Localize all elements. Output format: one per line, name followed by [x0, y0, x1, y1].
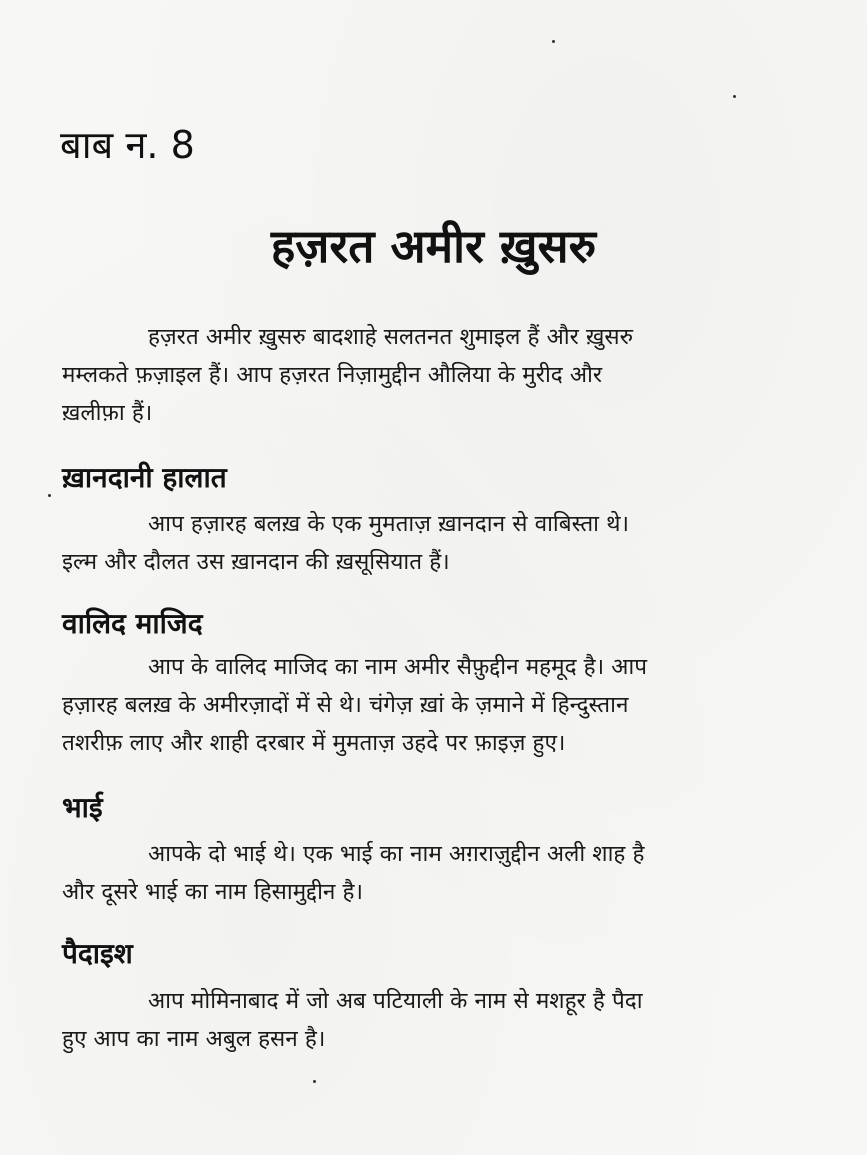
section-heading: वालिद माजिद: [62, 607, 203, 640]
paragraph-line: और दूसरे भाई का नाम हिसामुद्दीन है।: [62, 879, 364, 905]
scan-speck: [552, 40, 555, 43]
section-paragraph: [62, 982, 790, 1058]
paragraph-line: आपके दो भाई थे। एक भाई का नाम अग़राज़ुद्दीन अली शाह है: [148, 841, 645, 867]
paragraph-line: हज़रत अमीर ख़ुसरु बादशाहे सलतनत शुमाइल हैं और ख़ुसरु: [148, 324, 634, 350]
paragraph-line: हुए आप का नाम अबुल हसन है।: [62, 1026, 326, 1052]
chapter-number: बाब न. 8: [60, 123, 195, 167]
intro-paragraph: [62, 318, 790, 432]
scan-speck: [733, 95, 736, 98]
paragraph-line: मम्लकते फ़ज़ाइल हैं। आप हज़रत निज़ामुद्दीन औलिया के मुरीद और: [62, 362, 603, 388]
scan-speck: [313, 1080, 316, 1083]
page-title: हज़रत अमीर ख़ुसरु: [270, 219, 597, 273]
section-paragraph: [62, 648, 790, 762]
section-heading: पैदाइश: [62, 937, 133, 970]
section-paragraph: [62, 835, 790, 911]
paragraph-line: आप हज़ारह बलख़ के एक मुमताज़ ख़ानदान से वाबिस्ता थे।: [148, 511, 630, 537]
paragraph-line: आप मोमिनाबाद में जो अब पटियाली के नाम से मशहूर है पैदा: [148, 988, 643, 1014]
section-heading: ख़ानदानी हालात: [62, 461, 227, 494]
section-paragraph: [62, 505, 790, 581]
paragraph-line: तशरीफ़ लाए और शाही दरबार में मुमताज़ उहदे पर फ़ाइज़ हुए।: [62, 730, 566, 756]
scan-speck: [48, 494, 51, 497]
paragraph-line: ख़लीफ़ा हैं।: [62, 400, 153, 426]
paragraph-line: आप के वालिद माजिद का नाम अमीर सैफ़ुद्दीन महमूद है। आप: [148, 654, 648, 680]
paragraph-line: हज़ारह बलख़ के अमीरज़ादों में से थे। चंगेज़ ख़ां के ज़माने में हिन्दुस्तान: [62, 692, 629, 718]
section-heading: भाई: [62, 791, 103, 824]
paragraph-line: इल्म और दौलत उस ख़ानदान की ख़सूसियात हैं।: [62, 549, 450, 575]
